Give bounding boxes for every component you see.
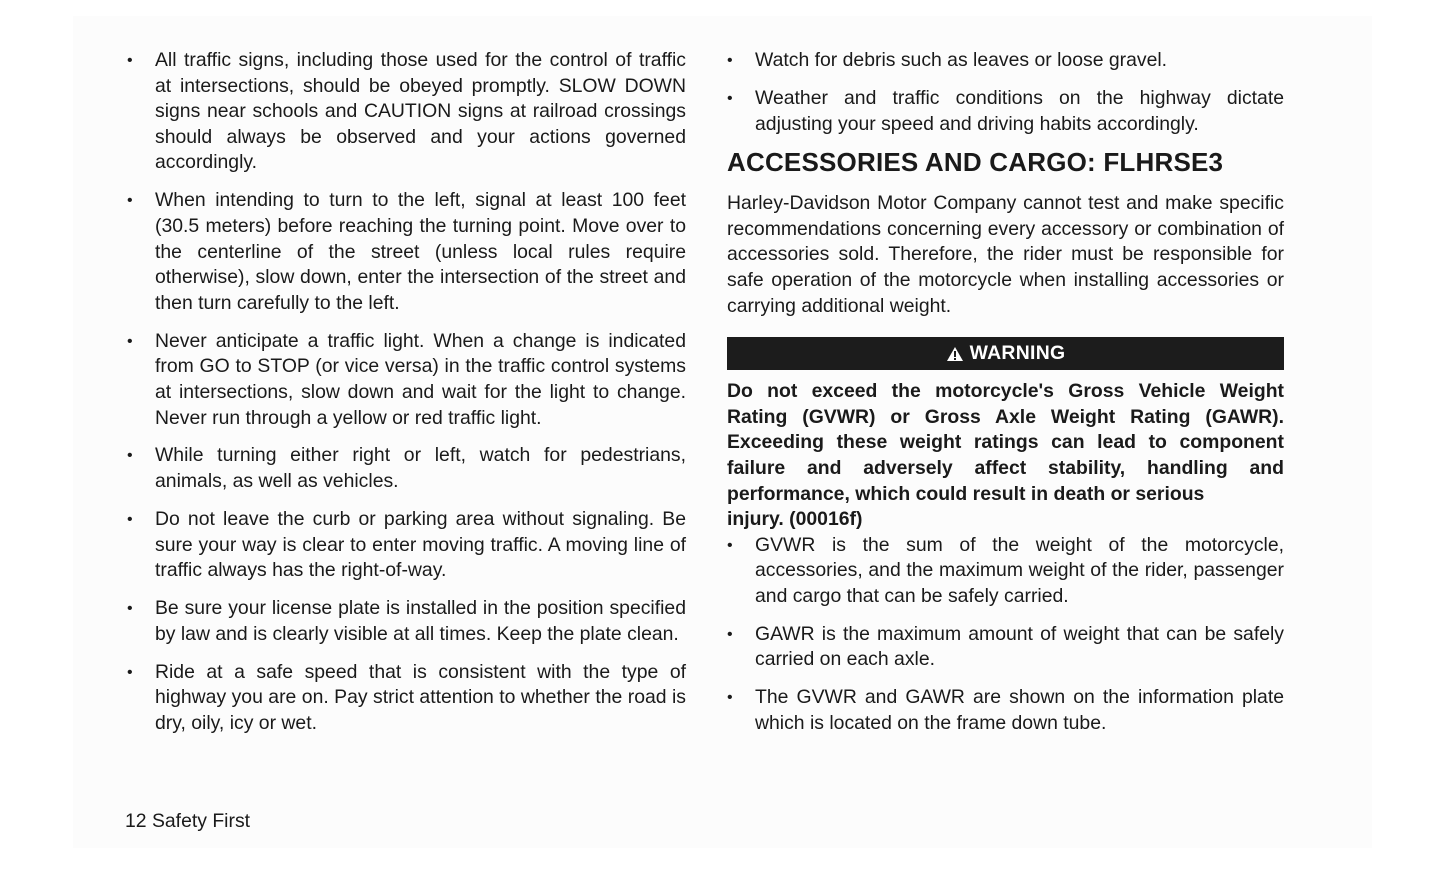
right-column <box>727 48 1284 749</box>
bullet-icon: • <box>127 663 133 681</box>
bullet-icon: • <box>727 89 733 107</box>
list-item <box>127 188 686 316</box>
footer-section-name: Safety First <box>151 810 251 832</box>
list-item-text: Be sure your license plate is installed in the position specified by law and is clearly visible at all times. Keep the plate clean. <box>155 597 686 645</box>
list-item-text: Do not leave the curb or parking area without signaling. Be sure your way is clear to enter moving traffic. A moving line of traffic always has the right-of-way. <box>155 508 686 582</box>
list-item-text: GAWR is the maximum amount of weight that can be safely carried on each axle. <box>755 622 1284 671</box>
warning-label: WARNING <box>969 342 1066 365</box>
page-footer <box>125 808 250 834</box>
bullet-icon: • <box>127 600 133 618</box>
list-item-text: When intending to turn to the left, signal at least 100 feet (30.5 meters) before reaching the turning point. Move over to the centerline of the street (unless local rules require otherwise), slow down, enter the intersection of the street and then turn carefully to the left. <box>155 189 686 314</box>
list-item <box>127 660 686 737</box>
list-item <box>727 48 1284 74</box>
warning-banner <box>727 337 1284 370</box>
list-item-text: While turning either right or left, watch for pedestrians, animals, as well as vehicles. <box>155 444 686 493</box>
left-bullet-list <box>127 48 686 737</box>
list-item <box>727 533 1284 610</box>
warning-text <box>727 379 1284 533</box>
section-paragraph: Harley-Davidson Motor Company cannot test and make specific recommendations concerning every accessory or combination of accessories sold. Therefore, the rider must be responsible for safe operation of the motorcycle when installing accessories or carrying additional weight. <box>727 192 1284 317</box>
list-item-text: Weather and traffic conditions on the highway dictate adjusting your speed and driving habits accordingly. <box>755 86 1284 135</box>
warning-text-main: Do not exceed the motorcycle's Gross Vehicle Weight Rating (GVWR) or Gross Axle Weight Rating (GAWR). Exceeding these weight ratings can lead to component failure and adversely affect stability, handling and performance, which could result in death or serious <box>727 380 1284 505</box>
bullet-icon: • <box>727 625 733 643</box>
left-column <box>127 48 686 749</box>
bullet-icon: • <box>727 52 733 69</box>
list-item <box>127 443 686 494</box>
list-item-text: Never anticipate a traffic light. When a change is indicated from GO to STOP (or vice versa) in the traffic control systems at intersections, slow down and wait for the light to change. Never run through a yellow or red traffic light. <box>155 329 686 429</box>
page-number: 12 <box>125 810 147 832</box>
bullet-icon: • <box>727 536 733 554</box>
list-item-text: All traffic signs, including those used for the control of traffic at intersections, should be obeyed promptly. SLOW DOWN signs near schools and CAUTION signs at railroad crossings should always be observed and your actions governed accordingly. <box>155 49 686 174</box>
list-item-text: Watch for debris such as leaves or loose gravel. <box>755 49 1168 71</box>
right-top-bullet-list <box>727 48 1284 137</box>
list-item <box>727 685 1284 736</box>
list-item <box>127 596 686 647</box>
section-heading: ACCESSORIES AND CARGO: FLHRSE3 <box>727 147 1224 178</box>
list-item <box>127 329 686 431</box>
list-item-text: GVWR is the sum of the weight of the motorcycle, accessories, and the maximum weight of the rider, passenger and cargo that can be safely carried. <box>755 533 1284 607</box>
list-item <box>727 622 1284 673</box>
list-item <box>127 48 686 176</box>
right-bottom-bullet-list <box>727 533 1284 737</box>
warning-text-last: injury. (00016f) <box>727 508 863 531</box>
warning-triangle-icon <box>946 346 964 362</box>
list-item-text: The GVWR and GAWR are shown on the information plate which is located on the frame down tube. <box>755 686 1284 735</box>
bullet-icon: • <box>127 52 133 69</box>
list-item <box>727 86 1284 137</box>
bullet-icon: • <box>727 689 733 707</box>
bullet-icon: • <box>127 192 133 210</box>
bullet-icon: • <box>127 511 133 529</box>
list-item-text: Ride at a safe speed that is consistent with the type of highway you are on. Pay strict attention to whether the road is dry, oily, icy or wet. <box>155 660 686 734</box>
bullet-icon: • <box>127 332 133 350</box>
bullet-icon: • <box>127 447 133 465</box>
list-item <box>127 507 686 584</box>
